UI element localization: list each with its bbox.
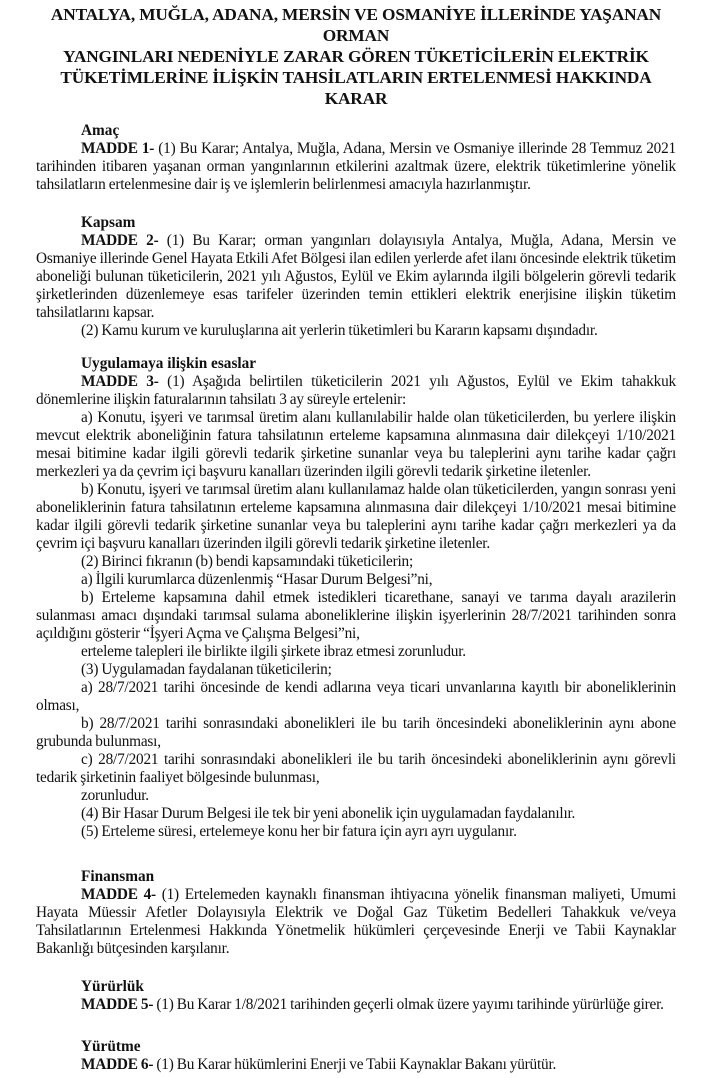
article-item: b) Erteleme kapsamına dahil etmek istedikleri ticarethane, sanayi ve tarıma dayalı arazilerin sulanması amacı dışındaki tarımsal sulama aboneliklerine ilişkin işyerlerinin 28/7/2021 tarihinden sonra açıldığını gösterir “İşyeri Açma ve Çalışma Belgesi”ni, [36, 589, 676, 642]
section-heading: Yürütme [81, 1038, 141, 1055]
section-yururluk [36, 978, 676, 1014]
article-paragraph: (2) Kamu kurum ve kuruluşlarına ait yerlerin tüketimleri bu Kararın kapsamı dışındadır. [81, 322, 598, 339]
section-yurutme [36, 1038, 676, 1074]
section-heading: Kapsam [81, 214, 136, 231]
section-heading: Yürürlük [81, 978, 144, 995]
section-amac [36, 122, 676, 194]
article-paragraph: (2) Birinci fıkranın (b) bendi kapsamındaki tüketicilerin; [81, 553, 414, 570]
article-number: MADDE 5- [81, 996, 154, 1013]
section-heading: Finansman [81, 868, 155, 885]
article-paragraph: MADDE 1- (1) Bu Karar; Antalya, Muğla, Adana, Mersin ve Osmaniye illerinde 28 Temmuz 2021 tarihinden itibaren yaşanan orman yangınlarının etkilerini azaltmak üzere, elektrik tüketimlerine yönelik tahsilatların ertelenmesine dair iş ve işlemlerin belirlenmesi amacıyla hazırlanmıştır. [36, 140, 676, 193]
section-heading: Uygulamaya ilişkin esaslar [81, 355, 257, 372]
article-item: a) 28/7/2021 tarihi öncesinde de kendi adlarına veya ticari unvanlarına kayıtlı bir aboneliklerinin olması, [36, 679, 676, 714]
article-item: a) İlgili kurumlarca düzenlenmiş “Hasar Durum Belgesi”ni, [81, 571, 433, 588]
article-paragraph: (3) Uygulamadan faydalanan tüketicilerin; [81, 661, 332, 678]
article-paragraph: MADDE 5- (1) Bu Karar 1/8/2021 tarihinden geçerli olmak üzere yayımı tarihinde yürürlüğe girer. [81, 996, 664, 1013]
article-paragraph: MADDE 6- (1) Bu Karar hükümlerini Enerji ve Tabii Kaynaklar Bakanı yürütür. [81, 1056, 557, 1073]
article-item: a) Konutu, işyeri ve tarımsal üretim alanı kullanılabilir halde olan tüketicilerden, bu yerlere ilişkin mevcut elektrik aboneliğinin fatura tahsilatının erteleme kapsamına alınmasına dair dilekçeyi 1/10/2021 mesai bitimine kadar ilgili görevli tedarik şirketine sunanlar veya bu taleplerini aynı tarihe kadar çağrı merkezleri ya da çevrim içi başvuru kanalları üzerinden ilgili görevli tedarik şirketine iletenler. [36, 409, 676, 480]
article-paragraph: (5) Erteleme süresi, ertelemeye konu her bir fatura için ayrı ayrı uygulanır. [81, 823, 517, 840]
section-uygulama [36, 355, 676, 841]
article-item: b) Konutu, işyeri ve tarımsal üretim alanı kullanılamaz halde olan tüketicilerden, yangın sonrası yeni aboneliklerinin fatura tahsilatının erteleme kapsamına alınmasına dair dilekçeyi 1/10/2021 mesai bitimine kadar ilgili görevli tedarik şirketine sunanlar veya bu taleplerini aynı tarihe kadar çağrı merkezleri ya da çevrim içi başvuru kanalları üzerinden ilgili görevli tedarik şirketine iletenler. [36, 481, 676, 552]
article-number: MADDE 1- [81, 140, 155, 157]
article-paragraph: MADDE 2- (1) Bu Karar; orman yangınları dolayısıyla Antalya, Muğla, Adana, Mersin ve Osmaniye illerinde Genel Hayata Etkili Afet Bölgesi ilan edilen yerlerde afet ilanı öncesinde elektrik tüketim aboneliği bulunan tüketicilerin, 2021 yılı Ağustos, Eylül ve Ekim aylarında ilgili bölgelerin görevli tedarik şirketlerinden düzenlemeye esas tarifeler üzerinden temin ettikleri elektrik enerjisine ilişkin tüketim tahsilatlarını kapsar. [36, 232, 676, 321]
article-number: MADDE 2- [81, 232, 159, 249]
title-line: ANTALYA, MUĞLA, ADANA, MERSİN VE OSMANİYE İLLERİNDE YAŞANAN ORMAN [50, 5, 662, 45]
article-paragraph: MADDE 4- (1) Ertelemeden kaynaklı finansman ihtiyacına yönelik finansman maliyeti, Umumi Hayata Müessir Afetler Dolayısıyla Elektrik ve Doğal Gaz Tüketim Bedelleri Tahakkuk ve/veya Tahsilatlarının Ertelenmesi Hakkında Yönetmelik hükümleri çerçevesinde Enerji ve Tabii Kaynaklar Bakanlığı bütçesinden karşılanır. [36, 886, 677, 957]
document-page [36, 4, 676, 1074]
article-item: erteleme talepleri ile birlikte ilgili şirkete ibraz etmesi zorunludur. [81, 643, 466, 660]
section-kapsam [36, 214, 676, 340]
section-finansman [36, 868, 676, 958]
title-line: YANGINLARI NEDENİYLE ZARAR GÖREN TÜKETİCİLERİN ELEKTRİK [63, 47, 649, 66]
article-item: b) 28/7/2021 tarihi sonrasındaki abonelikleri ile bu tarih öncesindeki aboneliklerinin aynı abone grubunda bulunması, [36, 715, 676, 750]
article-paragraph: (4) Bir Hasar Durum Belgesi ile tek bir yeni abonelik için uygulamadan faydalanılır. [81, 805, 576, 822]
section-heading: Amaç [81, 122, 120, 139]
article-paragraph: MADDE 3- (1) Aşağıda belirtilen tüketicilerin 2021 yılı Ağustos, Eylül ve Ekim tahakkuk dönemlerine ilişkin faturalarının tahsilatı 3 ay süreyle ertelenir: [36, 373, 676, 408]
document-title [32, 4, 680, 109]
title-line: TÜKETİMLERİNE İLİŞKİN TAHSİLATLARIN ERTELENMESİ HAKKINDA KARAR [60, 68, 652, 108]
article-item: zorunludur. [81, 787, 149, 804]
article-item: c) 28/7/2021 tarihi sonrasındaki abonelikleri ile bu tarih öncesindeki aboneliklerinin aynı görevli tedarik şirketinin faaliyet bölgesinde bulunması, [36, 751, 676, 786]
article-number: MADDE 4- [81, 886, 156, 903]
article-number: MADDE 6- [81, 1056, 154, 1073]
article-number: MADDE 3- [81, 373, 159, 390]
